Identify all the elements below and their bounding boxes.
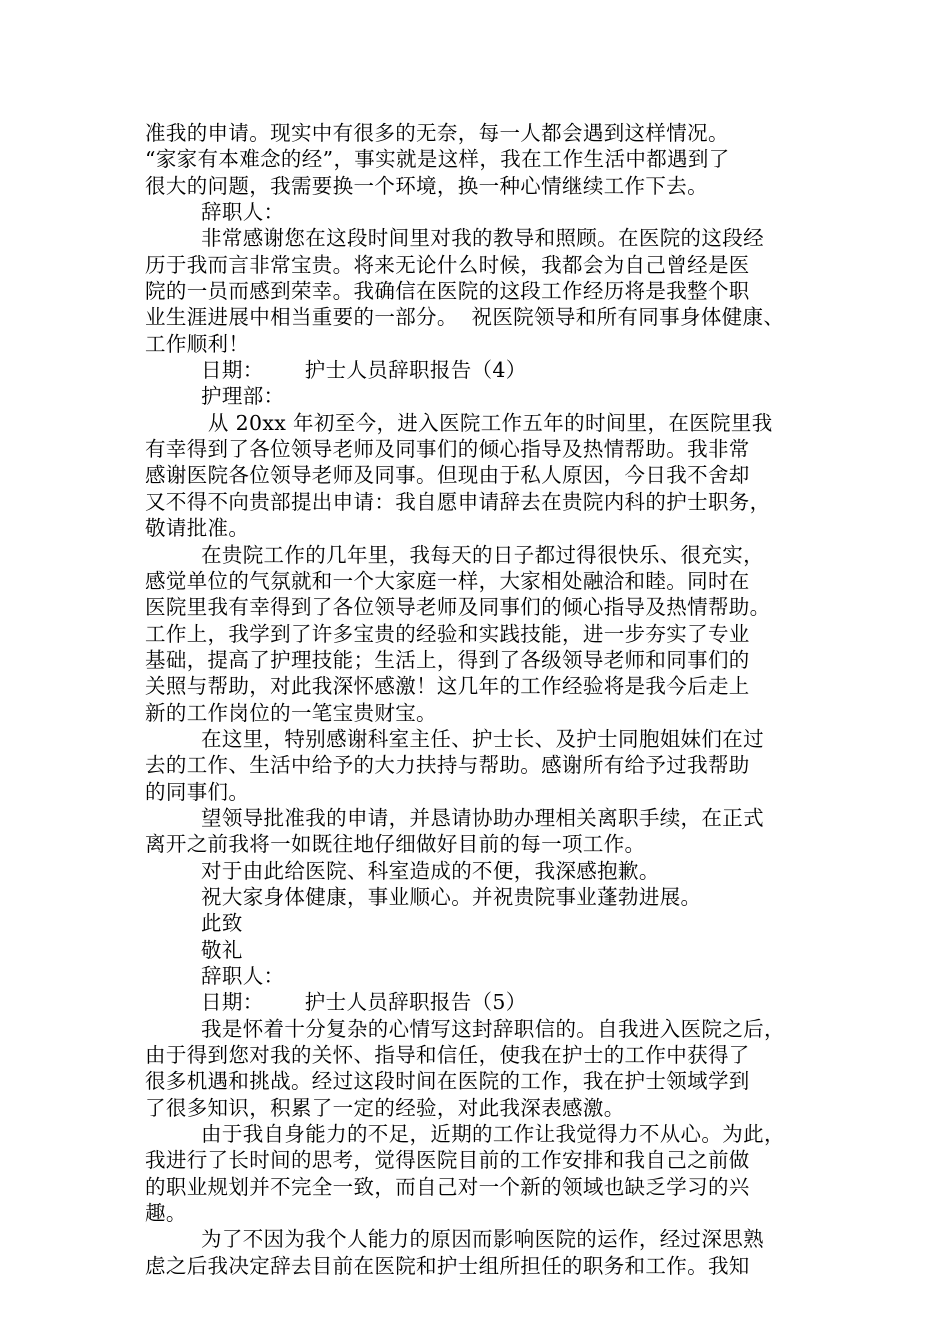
text-line: 新的工作岗位的一笔宝贵财宝。 — [145, 700, 437, 725]
document-body — [145, 120, 825, 1279]
text-line: 对于由此给医院、科室造成的不便，我深感抱歉。 — [201, 858, 660, 883]
text-line: “家家有本难念的经”，事实就是这样，我在工作生活中都遇到了 — [145, 147, 730, 172]
text-line: 趣。 — [145, 1201, 187, 1226]
text-line: 辞职人： — [201, 200, 285, 225]
text-line: 我进行了长时间的思考，觉得医院目前的工作安排和我自己之前做 — [145, 1148, 750, 1173]
text-line: 辞职人： — [201, 964, 285, 988]
text-line: 关照与帮助，对此我深怀感激！这几年的工作经验将是我今后走上 — [145, 674, 750, 699]
text-line: 我是怀着十分复杂的心情写这封辞职信的。自我进入医院之后， — [201, 1016, 785, 1041]
text-line: 很大的问题，我需要换一个环境，换一种心情继续工作下去。 — [145, 173, 708, 198]
text-line: 此致 — [201, 911, 243, 936]
text-line: 虑之后我决定辞去目前在医院和护士组所担任的职务和工作。我知 — [145, 1253, 750, 1278]
text-line: 感谢医院各位领导老师及同事。但现由于私人原因，今日我不舍却 — [145, 463, 750, 488]
text-line: 有幸得到了各位领导老师及同事们的倾心指导及热情帮助。我非常 — [145, 437, 750, 462]
text-line: 工作上，我学到了许多宝贵的经验和实践技能，进一步夯实了专业 — [145, 621, 750, 646]
text-line: 在这里，特别感谢科室主任、护士长、及护士同胞姐妹们在过 — [201, 726, 764, 751]
text-line: 非常感谢您在这段时间里对我的教导和照顾。在医院的这段经 — [201, 226, 764, 251]
text-line: 护理部： — [201, 384, 285, 409]
text-line: 了很多知识，积累了一定的经验，对此我深表感激。 — [145, 1095, 625, 1120]
text-line: 又不得不向贵部提出申请：我自愿申请辞去在贵院内科的护士职务， — [145, 489, 771, 514]
text-line: 望领导批准我的申请，并恳请协助办理相关离职手续，在正式 — [201, 805, 764, 830]
text-line: 敬礼 — [201, 937, 243, 962]
text-line: 敬请批准。 — [145, 516, 250, 541]
text-line: 祝大家身体健康，事业顺心。并祝贵院事业蓬勃进展。 — [201, 884, 702, 909]
text-line: 日期： 护士人员辞职报告（5） — [201, 990, 527, 1015]
text-line: 历于我而言非常宝贵。将来无论什么时候，我都会为自己曾经是医 — [145, 252, 750, 277]
text-line: 由于我自身能力的不足，近期的工作让我觉得力不从心。为此， — [201, 1122, 785, 1147]
text-line: 工作顺利！ — [145, 331, 250, 356]
text-line: 由于得到您对我的关怀、指导和信任，使我在护士的工作中获得了 — [145, 1043, 750, 1068]
text-line: 日期： 护士人员辞职报告（4） — [201, 358, 527, 383]
text-line: 的职业规划并不完全一致，而自己对一个新的领域也缺乏学习的兴 — [145, 1174, 750, 1199]
text-line: 业生涯进展中相当重要的一部分。 祝医院领导和所有同事身体健康、 — [145, 305, 785, 330]
text-line: 从 20xx 年初至今，进入医院工作五年的时间里，在医院里我 — [201, 410, 773, 435]
text-line: 为了不因为我个人能力的原因而影响医院的运作，经过深思熟 — [201, 1227, 764, 1252]
text-line: 感觉单位的气氛就和一个大家庭一样，大家相处融洽和睦。同时在 — [145, 568, 750, 593]
text-line: 去的工作、生活中给予的大力扶持与帮助。感谢所有给予过我帮助 — [145, 753, 750, 778]
text-line: 很多机遇和挑战。经过这段时间在医院的工作，我在护士领域学到 — [145, 1069, 750, 1094]
text-line: 离开之前我将一如既往地仔细做好目前的每一项工作。 — [145, 832, 646, 857]
text-line: 基础，提高了护理技能；生活上，得到了各级领导老师和同事们的 — [145, 647, 750, 672]
text-line: 医院里我有幸得到了各位领导老师及同事们的倾心指导及热情帮助。 — [145, 595, 771, 620]
text-line: 的同事们。 — [145, 779, 250, 804]
text-line: 在贵院工作的几年里，我每天的日子都过得很快乐、很充实， — [201, 542, 764, 567]
text-line: 院的一员而感到荣幸。我确信在医院的这段工作经历将是我整个职 — [145, 279, 750, 304]
text-line: 准我的申请。现实中有很多的无奈，每一人都会遇到这样情况。 — [145, 121, 729, 145]
